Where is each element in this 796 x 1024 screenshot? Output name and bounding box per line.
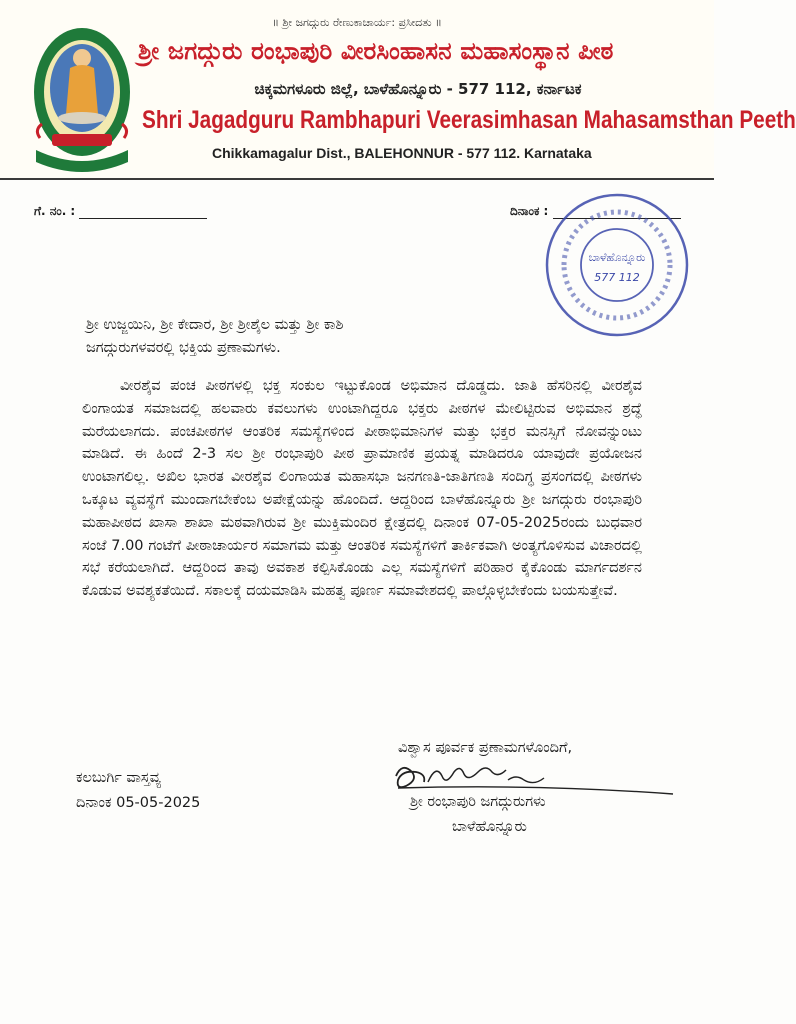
salutation-line-1: ಶ್ರೀ ಉಜ್ಜಯಿನಿ, ಶ್ರೀ ಕೇದಾರ, ಶ್ರೀ ಶ್ರೀಶೈಲ ಮತ್ತು ಶ್ರೀ ಕಾಶಿ xyxy=(86,317,344,333)
signatory-place: ಬಾಳೆಹೊನ್ನೂರು xyxy=(452,819,527,835)
handwritten-signature xyxy=(388,758,678,798)
letterhead-title-english: Shri Jagadguru Rambhapuri Veerasimhasan Mahasamsthan Peeth xyxy=(142,106,796,134)
signatory-name: ಶ್ರೀ ರಂಭಾಪುರಿ ಜಗದ್ಗುರುಗಳು xyxy=(410,794,546,810)
salutation-line-2: ಜಗದ್ಗುರುಗಳವರಲ್ಲಿ ಭಕ್ತಿಯ ಪ್ರಣಾಮಗಳು. xyxy=(86,340,281,356)
letterhead-address-kannada: ಚಿಕ್ಕಮಗಳೂರು ಜಿಲ್ಲೆ, ಬಾಳೆಹೊನ್ನೂರು - 577 112, ಕರ್ನಾಟಕ xyxy=(254,80,582,98)
salutation xyxy=(86,314,646,360)
reference-label: ಗೆ. ನಂ. : xyxy=(34,204,76,218)
closing-phrase: ವಿಶ್ವಾಸ ಪೂರ್ವಕ ಪ್ರಣಾಮಗಳೊಂದಿಗೆ, xyxy=(398,740,573,756)
reference-blank-line xyxy=(79,206,207,219)
letterhead xyxy=(0,0,796,178)
letter-date: ದಿನಾಂಕ 05-05-2025 xyxy=(76,795,201,811)
letterhead-address-english: Chikkamagalur Dist., BALEHONNUR - 577 112. Karnataka xyxy=(212,145,592,161)
stamp-text xyxy=(584,248,650,288)
letterhead-title-kannada: ಶ್ರೀ ಜಗದ್ಗುರು ರಂಭಾಪುರಿ ವೀರಸಿಂಹಾಸನ ಮಹಾಸಂಸ್ಥಾನ ಪೀಠ xyxy=(138,36,614,65)
stamp-pin: 577 112 xyxy=(594,271,640,284)
letterhead-divider xyxy=(0,178,714,180)
guru-emblem-icon xyxy=(30,22,134,172)
camp-location: ಕಲಬುರ್ಗಿ ವಾಸ್ತವ್ಯ xyxy=(76,770,162,786)
letter-body: ವೀರಶೈವ ಪಂಚ ಪೀಠಗಳಲ್ಲಿ ಭಕ್ತ ಸಂಕುಲ ಇಟ್ಟುಕೊಂಡ ಅಭಿಮಾನ ದೊಡ್ಡದು. ಜಾತಿ ಹೆಸರಿನಲ್ಲಿ ವೀರಶೈವ ಲಿಂಗಾಯತ ಸಮಾಜದಲ್ಲಿ ಹಲವಾರು ಕವಲುಗಳು ಉಂಟಾಗಿದ್ದರೂ ಭಕ್ತರು ಪೀಠಗಳ ಮೇಲಿಟ್ಟಿರುವ ಅಭಿಮಾನ ಶ್ರದ್ಧೆ ಮರೆಯಲಾಗದು. ಪಂಚಪೀಠಗಳ ಆಂತರಿಕ ಸಮಸ್ಯೆಗಳಿಂದ ಪೀಠಾಭಿಮಾನಿಗಳ ಮತ್ತು ಭಕ್ತರ ಮನಸ್ಸಿಗೆ ನೋವನ್ನುಂಟು ಮಾಡಿದೆ. ಈ ಹಿಂದೆ 2-3 ಸಲ ಶ್ರೀ ರಂಭಾಪುರಿ ಪೀಠ ಪ್ರಾಮಾಣಿಕ ಪ್ರಯತ್ನ ಮಾಡಿದರೂ ಯಾವುದೇ ಪ್ರಯೋಜನ ಉಂಟಾಗಲಿಲ್ಲ. ಅಖಿಲ ಭಾರತ ವೀರಶೈವ ಲಿಂಗಾಯತ ಮಹಾಸಭಾ ಜನಗಣತಿ-ಜಾತಿಗಣತಿ ಸಂದಿಗ್ಧ ಪ್ರಸಂಗದಲ್ಲಿ ಪೀಠಗಳು ಒಕ್ಕೂಟ ವ್ಯವಸ್ಥೆಗೆ ಮುಂದಾಗಬೇಕೆಂಬ ಅಪೇಕ್ಷೆಯನ್ನು ಹೊಂದಿದೆ. ಆದ್ದರಿಂದ ಬಾಳೆಹೊನ್ನೂರು ಶ್ರೀ ಜಗದ್ಗುರು ರಂಭಾಪುರಿ ಮಹಾಪೀಠದ ಖಾಸಾ ಶಾಖಾ ಮಠವಾಗಿರುವ ಶ್ರೀ ಮುಕ್ತಿಮಂದಿರ ಕ್ಷೇತ್ರದಲ್ಲಿ ದಿನಾಂಕ 07-05-2025ರಂದು ಬುಧವಾರ ಸಂಜೆ 7.00 ಗಂಟೆಗೆ ಪೀಠಾಚಾರ್ಯರ ಸಮಾಗಮ ಮತ್ತು ಆಂತರಿಕ ಸಮಸ್ಯೆಗಳಿಗೆ ತಾರ್ಕಿಕವಾಗಿ ಅಂತ್ಯಗೊಳಿಸುವ ವಿಚಾರದಲ್ಲಿ ಸಭೆ ಕರೆಯಲಾಗಿದೆ. ಆದ್ದರಿಂದ ತಾವು ಅವಕಾಶ ಕಲ್ಪಿಸಿಕೊಂಡು ಎಲ್ಲ ಸಮಸ್ಯೆಗಳಿಗೆ ಪರಿಹಾರ ಕೈಕೊಂಡು ಮಾರ್ಗದರ್ಶನ ಕೊಡುವ ಅವಶ್ಯಕತೆಯಿದೆ. ಸಕಾಲಕ್ಕೆ ದಯಮಾಡಿಸಿ ಮಹತ್ವ ಪೂರ್ಣ ಸಮಾವೇಶದಲ್ಲಿ ಪಾಲ್ಗೊಳ್ಳಬೇಕೆಂದು ಬಯಸುತ್ತೇವೆ. xyxy=(82,378,642,600)
date-label: ದಿನಾಂಕ : xyxy=(510,204,549,218)
invocation-line: ॥ ಶ್ರೀ ಜಗದ್ಗುರು ರೇಣುಕಾಚಾರ್ಯ: ಪ್ರಸೀದತು ॥ xyxy=(272,16,442,29)
stamp-place: ಬಾಳೆಹೊನ್ನೂರು xyxy=(588,251,646,264)
reference-number xyxy=(34,204,207,219)
